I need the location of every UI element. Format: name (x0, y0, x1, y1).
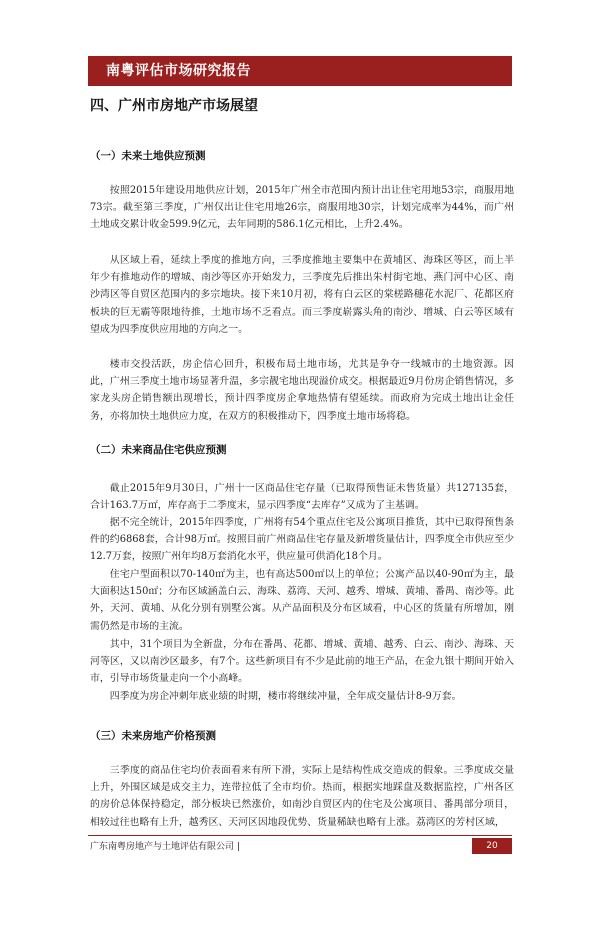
paragraph: 三季度的商品住宅均价表面看来有所下滑，实际上是结构性成交造成的假象。三季度成交量上升，外围区域是成交主力，连带拉低了全市均价。热而，根据实地踩盘及数据监控，广州各区的房价总体保持稳定，部分板块已然涨价，如南沙自贸区内的住宅及公寓项目、番禺部分项目，相较过往也略有上升，越秀区、天河区因地段优势、货量稀缺也略有上涨。荔湾区的芳村区域， (90, 765, 514, 828)
paragraph: 楼市交投活跃，房企信心回升，积极布局土地市场，尤其是争夺一线城市的土地资源。因此，广州三季度土地市场显著升温，多宗靓宅地出现溢价成交。根据最近9月份房企销售情况，多家龙头房企销售额出现增长，预计四季度房企拿地热情有望延续。而政府为完成土地出让金任务，亦将加快土地供应力度，在双方的积极推动下，四季度土地市场将稳。 (90, 359, 514, 422)
page-number: 20 (472, 838, 512, 854)
subsection-title-land-supply: （一）未来土地供应预测 (90, 150, 206, 162)
paragraph: 截止2015年9月30日，广州十一区商品住宅存量（已取得预售证未售货量）共127135套，合计163.7万㎡，库存高于二季度末，显示四季度“去库存”又成为了主基调。 (90, 483, 514, 512)
subsection-title-housing-supply: （二）未来商品住宅供应预测 (90, 444, 227, 456)
paragraph: 住宅户型面积以70-140㎡为主，也有高达500㎡以上的单位；公寓产品以40-90㎡为主，最大面积达150㎡；分布区域涵盖白云、海珠、荔湾、天河、越秀、增城、黄埔、番禺、南沙等。此外，天河、黄埔、从化分别有别墅公寓。从产品面积及分布区域看，中心区的货量有所增加，刚需仍然是市场的主流。 (90, 569, 514, 632)
report-title: 南粤评估市场研究报告 (106, 63, 251, 79)
paragraph: 按照2015年建设用地供应计划，2015年广州全市范围内预计出让住宅用地53宗，商服用地73宗。截至第三季度，广州仅出让住宅用地26宗，商服用地30宗，计划完成率为44%，而广州土地成交累计收金599.9亿元，去年同期的586.1亿元相比，上升2.4%。 (90, 185, 514, 231)
paragraph: 据不完全统计，2015年四季度，广州将有54个重点住宅及公寓项目推货，其中已取得预售条件的约6868套，合计98万㎡。按照目前广州商品住宅存量及新增货量估计，四季度全市供应至少12.7万套，按照广州年均8万套消化水平，供应量可供消化18个月。 (90, 517, 514, 563)
footer-divider (88, 835, 512, 836)
paragraph: 四季度为房企冲刺年底业绩的时期，楼市将继续冲量，全年成交量估计8-9万套。 (109, 691, 462, 702)
paragraph: 从区域上看，延续上季度的推地方向，三季度推地主要集中在黄埔区、海珠区等区，而上半年少有推地动作的增城、南沙等区亦开始发力，三季度先后推出朱村街宅地、燕门河中心区、南沙湾区等自贸区范围内的多宗地块。接下来10月初，将有白云区的棠槎路穗花水泥厂、花都区府板块的巨无霸等限地待推，土地市场不乏看点。而三季度崭露头角的南沙、增城、白云等区域有望成为四季度供应用地的方向之一。 (90, 255, 514, 335)
section-heading: 四、广州市房地产市场展望 (90, 98, 258, 114)
subsection-title-price-forecast: （三）未来房地产价格预测 (90, 730, 216, 742)
footer-company: 广东南粤房地产与土地评估有限公司 | (90, 842, 240, 852)
paragraph: 其中，31个项目为全新盘，分布在番禺、花都、增城、黄埔、越秀、白云、南沙、海珠、天河等区，又以南沙区最多，有7个。这些新项目有不少是此前的地王产品，在金九银十期间开始入市，引导市场货量走向一个小高峰。 (90, 639, 514, 685)
